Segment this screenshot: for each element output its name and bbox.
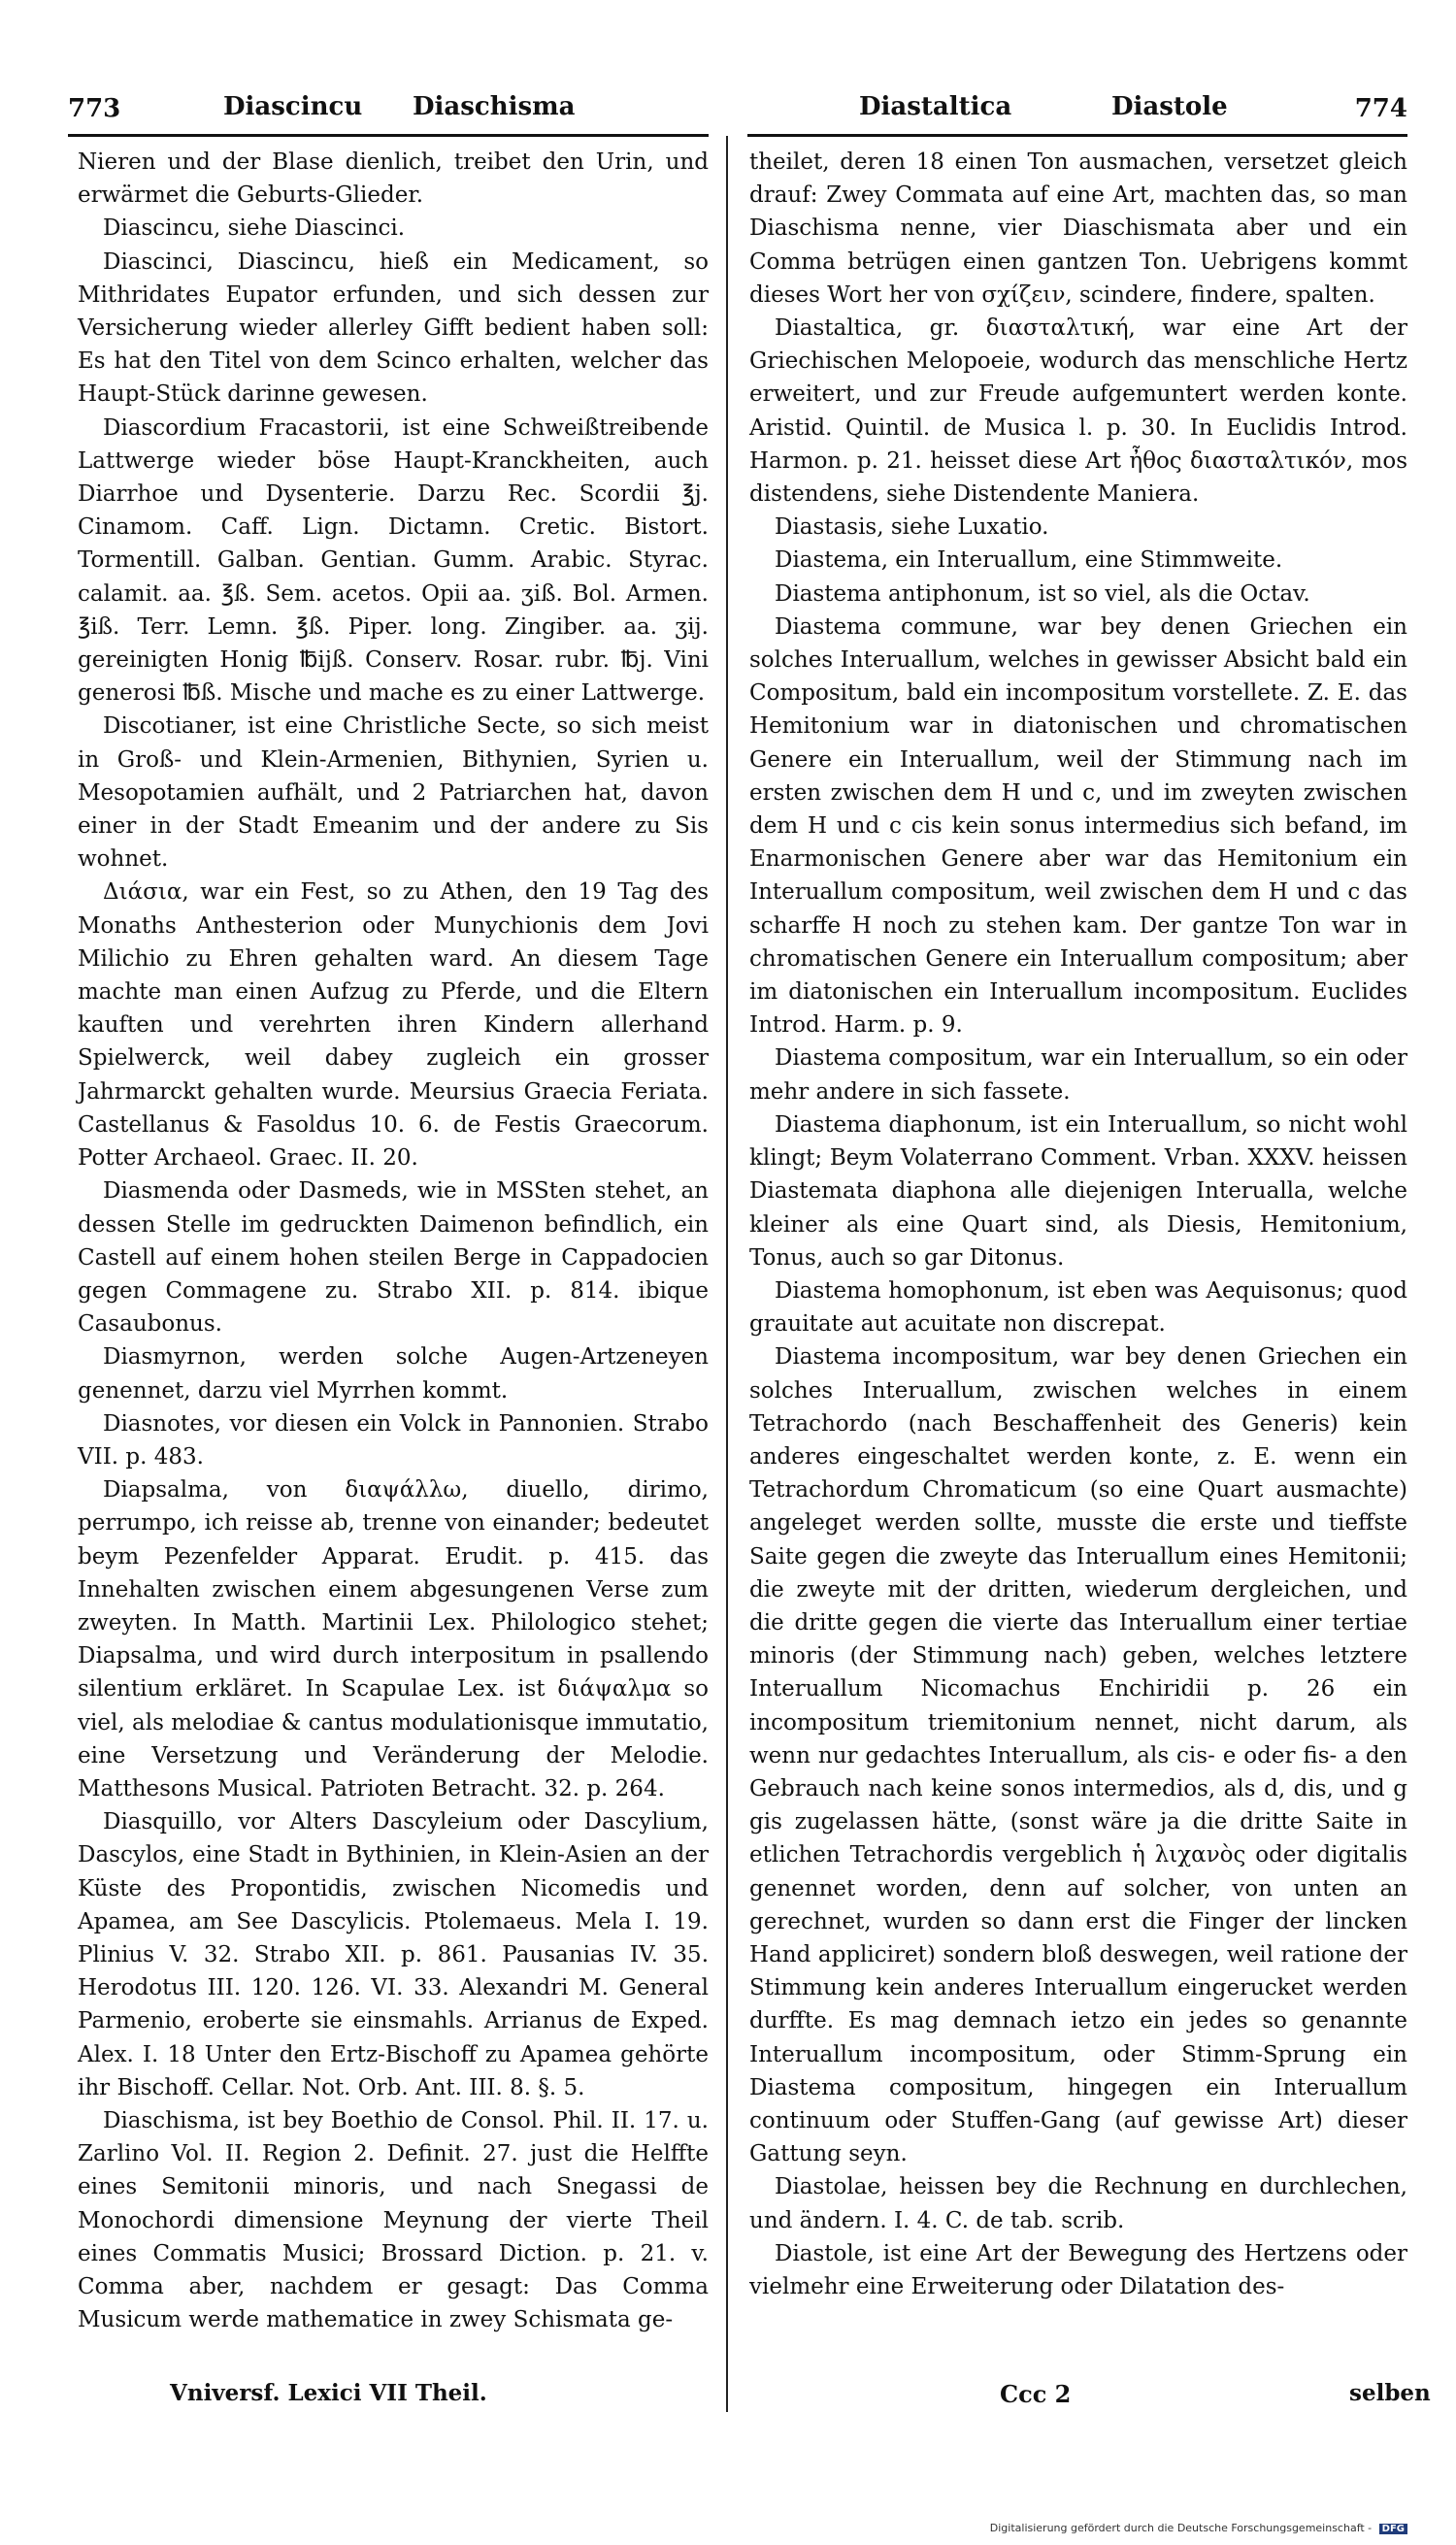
dictionary-entry: theilet, deren 18 einen Ton ausmachen, versetzet gleich drauf: Zwey Commata auf eine Art, machten das, so man Diaschisma nenne, vier Diaschismata aber und ein Comma betrügen einen gantzen Ton. Uebrigens kommt dieses Wort her von σχίζειν, scindere, findere, spalten. [749, 149, 1407, 308]
header-right [747, 92, 1407, 131]
page-number-left: 773 [68, 94, 121, 123]
header-keyword-right-2: Diastole [1111, 92, 1228, 121]
dictionary-entry: Diastema commune, war bey denen Griechen ein solches Interuallum, welches in gewisser Absicht bald ein Compositum, bald ein incompositum vorstellete. Z. E. das Hemitonium war in diatonischen und chromatischen Genere ein Interuallum, weil der Stimmung nach im ersten zwischen dem H und c, und im zweyten zwischen dem H und c cis kein sonus intermedius sich befand, im Enarmonischen Genere aber war das Hemitonium ein Interuallum compositum, weil zwischen dem H und c das scharffe H noch zu stehen kam. Der gantze Ton war in chromatischen Genere ein Interuallum compositum; aber im diatonischen ein Interuallum incompositum. Euclides Introd. Harm. p. 9. [749, 613, 1407, 1039]
dictionary-entry: Diastema antiphonum, ist so viel, als die Octav. [775, 580, 1310, 607]
catchword-left: Vniversf. Lexici VII Theil. [170, 2380, 487, 2406]
dictionary-entry: Diascinci, Diascincu, hieß ein Medicament, so Mithridates Eupator erfunden, und sich dessen zur Versicherung wieder allerley Gifft bedient haben soll: Es hat den Titel von dem Scinco erhalten, welcher das Haupt-Stück darinne gewesen. [78, 248, 709, 408]
header-rule-left [68, 134, 709, 137]
dictionary-entry: Διάσια, war ein Fest, so zu Athen, den 19 Tag des Monaths Anthesterion oder Munychionis dem Jovi Milichio zu Ehren gehalten ward. An diesem Tage machte man einen Aufzug zu Pferde, und die Eltern kauften und verehrten ihren Kindern allerhand Spielwerck, weil dabey zugleich ein grosser Jahrmarckt gehalten wurde. Meursius Graecia Feriata. Castellanus & Fasoldus 10. 6. de Festis Graecorum. Potter Archaeol. Graec. II. 20. [78, 879, 709, 1172]
header-rule-right [747, 134, 1407, 137]
dictionary-entry: Diascordium Fracastorii, ist eine Schweißtreibende Lattwerge wieder böse Haupt-Kranckheiten, auch Diarrhoe und Dysenterie. Darzu Rec. Scordii ℥j. Cinamom. Caff. Lign. Dictamn. Cretic. Bistort. Tormentill. Galban. Gentian. Gumm. Arabic. Styrac. calamit. aa. ℥ß. Sem. acetos. Opii aa. ʒiß. Bol. Armen. ℥iß. Terr. Lemn. ℥ß. Piper. long. Zingiber. aa. ʒij. gereinigten Honig ℔ijß. Conserv. Rosar. rubr. ℔j. Vini generosi ℔ß. Mische und mache es zu einer Lattwerge. [78, 414, 709, 707]
dictionary-entry: Diastole, ist eine Art der Bewegung des Hertzens oder vielmehr eine Erweiterung oder Dilatation des- [749, 2240, 1407, 2299]
dictionary-entry: Diaschisma, ist bey Boethio de Consol. Phil. II. 17. u. Zarlino Vol. II. Region 2. Definit. 27. just die Helffte eines Semitonii minoris, und nach Snegassi de Monochordi dimensione Meynung der vierte Theil eines Commatis Musici; Brossard Diction. p. 21. v. Comma aber, nachdem er gesagt: Das Comma Musicum werde mathematice in zwey Schismata ge- [78, 2107, 709, 2333]
dictionary-entry: Diastema homophonum, ist eben was Aequisonus; quod grauitate aut acuitate non discrepat. [749, 1277, 1407, 1338]
dictionary-entry: Diastasis, siehe Luxatio. [775, 514, 1049, 541]
page-number-right: 774 [1354, 94, 1407, 123]
signature-mark: Ccc 2 [1000, 2380, 1072, 2408]
dictionary-entry: Diasquillo, vor Alters Dascyleium oder Dascylium, Dascylos, eine Stadt in Bythinien, in Klein-Asien an der Küste des Propontidis, zwischen Nicomedis und Apamea, am See Dascylicis. Ptolemaeus. Mela I. 19. Plinius V. 32. Strabo XII. p. 861. Pausanias IV. 35. Herodotus III. 120. 126. VI. 33. Alexandri M. General Parmenio, eroberte sie einsmahls. Arrianus de Exped. Alex. I. 18 Unter den Ertz-Bischoff zu Apamea gehörte ihr Bischoff. Cellar. Not. Orb. Ant. III. 8. §. 5. [78, 1809, 709, 2100]
catchword-right: selben [1349, 2380, 1431, 2406]
header-keyword-left-1: Diascincu [223, 92, 363, 121]
dictionary-entry: Discotianer, ist eine Christliche Secte, so sich meist in Groß- und Klein-Armenien, Bithynien, Syrien u. Mesopotamien aufhält, und 2 Patriarchen hat, davon einer in der Stadt Emeanim und der andere zu Sis wohnet. [78, 713, 709, 873]
dictionary-entry: Diasmyrnon, werden solche Augen-Artzeneyen genennet, darzu viel Myrrhen kommt. [78, 1344, 709, 1404]
dictionary-entry: Diapsalma, von διαψάλλω, diuello, dirimo, perrumpo, ich reisse ab, trenne von einander; bedeutet beym Pezenfelder Apparat. Erudit. p. 415. das Innehalten zwischen einem abgesungenen Verse zum zweyten. In Matth. Martinii Lex. Philologico stehet; Diapsalma, und wird durch interpositum in psallendo silentium erkläret. In Scapulae Lex. ist διάψαλμα so viel, als melodiae & cantus modulationisque immutatio, eine Versetzung und Veränderung der Melodie. Matthesons Musical. Patrioten Betracht. 32. p. 264. [78, 1477, 709, 1801]
dictionary-entry: Diasmenda oder Dasmeds, wie in MSSten stehet, an dessen Stelle im gedruckten Daimenon befindlich, ein Castell auf einem hohen steilen Berge in Cappadocien gegen Commagene zu. Strabo XII. p. 814. ibique Casaubonus. [78, 1178, 709, 1338]
dictionary-entry: Diastaltica, gr. διασταλτική, war eine Art der Griechischen Melopoeie, wodurch das menschliche Hertz erweitert, und zur Freude aufgemuntert werden konte. Aristid. Quintil. de Musica l. p. 30. In Euclidis Introd. Harmon. p. 21. heisset diese Art ἦθος διασταλτικόν, mos distendens, siehe Distendente Maniera. [749, 315, 1407, 508]
dictionary-entry: Diastema, ein Interuallum, eine Stimmweite. [775, 547, 1283, 574]
dictionary-entry: Diastema compositum, war ein Interuallum, so ein oder mehr andere in sich fassete. [749, 1045, 1407, 1105]
column-divider [726, 136, 728, 2412]
dictionary-entry: Diastolae, heissen bey die Rechnung en durchlechen, und ändern. I. 4. C. de tab. scrib. [749, 2174, 1407, 2233]
dictionary-entry: Diastema incompositum, war bey denen Griechen ein solches Interuallum, zwischen welches in einem Tetrachordo (nach Beschaffenheit des Generis) kein anderes eingeschaltet werden konte, z. E. wenn ein Tetrachordum Chromaticum (so eine Quart ausmachte) angeleget werden sollte, musste die erste und tieffste Saite gegen die zweyte das Interuallum eines Hemitonii; die zweyte mit der dritten, wiederum dergleichen, und die dritte gegen die vierte das Interuallum einer tertiae minoris (der Stimmung nach) geben, welches letztere Interuallum Nicomachus Enchiridii p. 26 ein incompositum triemitonium nennet, nicht darum, als wenn nur gedachtes Interuallum, als cis- e oder fis- a den Gebrauch nach keine sonos intermedios, als d, dis, und g gis zugelassen hätte, (sonst wäre ja die dritte Saite in etlichen Tetrachordis vergeblich ἡ λιχανὸς oder digitalis genennet worden, denn auf solcher, von unten an gerechnet, wurden so dann erst die Finger der lincken Hand appliciret) sondern bloß deswegen, weil ratione der Stimmung kein anderes Interuallum eingerucket werden durffte. Es mag demnach ietzo ein jedes so genannte Interuallum incompositum, oder Stimm-Sprung ein Diastema compositum, hingegen ein Interuallum continuum oder Stuffen-Gang (auf gewisse Art) dieser Gattung seyn. [749, 1344, 1407, 2167]
dictionary-entry: Diastema diaphonum, ist ein Interuallum, so nicht wohl klingt; Beym Volaterrano Comment. Vrban. XXXV. heissen Diastemata diaphona alle diejenigen Interualla, welche kleiner als eine Quart sind, als Diesis, Hemitonium, Tonus, auch so gar Ditonus. [749, 1111, 1407, 1271]
header-keyword-right-1: Diastaltica [859, 92, 1012, 121]
credit-text: Digitalisierung gefördert durch die Deutsche Forschungsgemeinschaft - [989, 2522, 1373, 2534]
digitization-credit [990, 2522, 1407, 2534]
left-column [78, 146, 709, 2336]
dfg-logo-icon: DFG [1379, 2524, 1407, 2534]
header-left [68, 92, 709, 131]
dictionary-entry: Nieren und der Blase dienlich, treibet den Urin, und erwärmet die Geburts-Glieder. [78, 149, 709, 209]
right-column [749, 146, 1407, 2303]
dictionary-entry: Diascincu, siehe Diascinci. [103, 215, 406, 242]
header-keyword-left-2: Diaschisma [413, 92, 576, 121]
dictionary-entry: Diasnotes, vor diesen ein Volck in Pannonien. Strabo VII. p. 483. [78, 1410, 709, 1470]
